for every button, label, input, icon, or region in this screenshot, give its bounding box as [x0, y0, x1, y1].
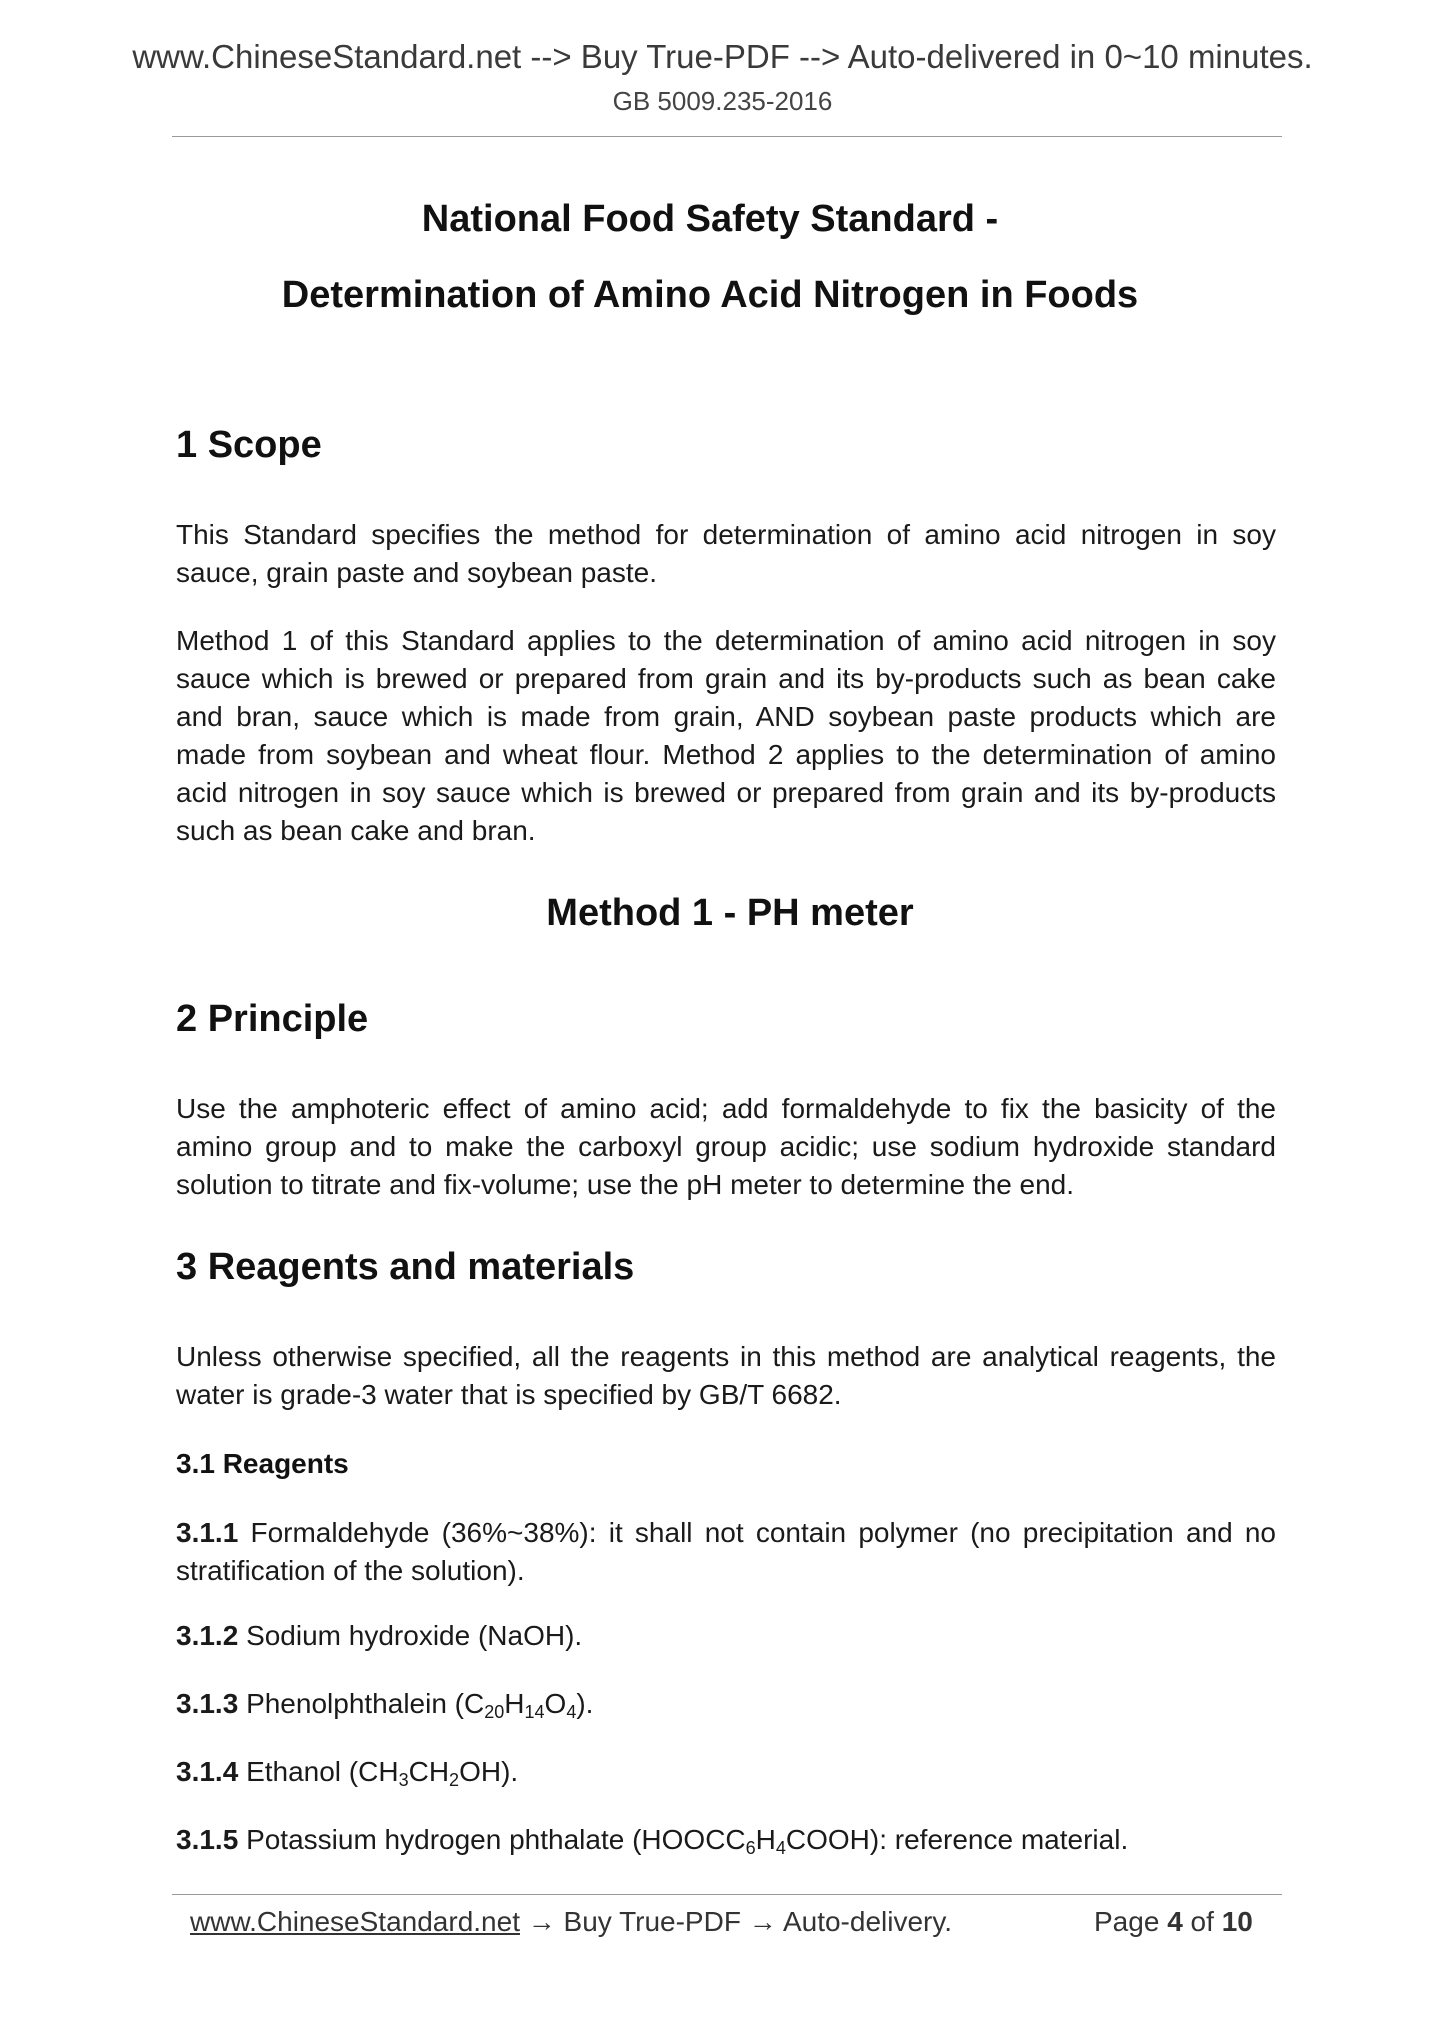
page-label: Page [1094, 1906, 1160, 1937]
reagent-item-number: 3.1.1 [176, 1517, 239, 1548]
section-heading-scope: 1 Scope [176, 424, 322, 466]
reagent-item-number: 3.1.2 [176, 1620, 239, 1651]
footer-site-link[interactable]: www.ChineseStandard.net [190, 1906, 520, 1937]
scope-paragraph-2: Method 1 of this Standard applies to the determination of amino acid nitrogen in soy sauce which is brewed or prepared from grain and its by-products such as bean cake and bran, sauce which is made from grain, AND soybean paste products which are made from soybean and wheat flour. Method 2 applies to the determination of amino acid nitrogen in soy sauce which is brewed or prepared from grain and its by-products such as bean cake and bran. [176, 625, 1276, 846]
subsection-heading-reagents: 3.1 Reagents [176, 1448, 349, 1479]
header-link-text[interactable]: www.ChineseStandard.net --> Buy True-PDF --> Auto-delivered in 0~10 minutes. [132, 38, 1313, 75]
arrow-right-icon: → [527, 1906, 556, 1937]
header-divider [172, 136, 1282, 137]
principle-paragraph: Use the amphoteric effect of amino acid; add formaldehyde to fix the basicity of the amino group and to make the carboxyl group acidic; use sodium hydroxide standard solution to titrate and fix-volume; use the pH meter to determine the end. [176, 1093, 1276, 1200]
reagent-item [176, 1824, 1128, 1856]
footer-auto-text: Auto-delivery. [782, 1906, 953, 1937]
arrow-right-icon: → [748, 1906, 777, 1937]
method1-heading: Method 1 - PH meter [546, 892, 914, 934]
reagent-item-number: 3.1.5 [176, 1824, 239, 1855]
reagent-item [176, 1620, 582, 1652]
footer-buy-text: Buy True-PDF [563, 1906, 741, 1937]
reagent-item [176, 1688, 593, 1720]
reagent-item-text: Potassium hydrogen phthalate $(HOOCC_6H_4COOH)$: reference material. [246, 1824, 1129, 1858]
footer-links [190, 1906, 952, 1938]
page-total: 10 [1221, 1906, 1253, 1937]
section-heading-reagents: 3 Reagents and materials [176, 1246, 635, 1288]
page-number: 4 [1167, 1906, 1183, 1937]
reagent-item [176, 1514, 1276, 1590]
standard-number: GB 5009.235-2016 [612, 86, 833, 116]
page-of-label: of [1190, 1906, 1214, 1937]
reagent-item-text: Ethanol $(CH_3CH_2OH)$. [246, 1756, 519, 1790]
page-title-line1: National Food Safety Standard - [421, 198, 999, 240]
reagent-item [176, 1756, 518, 1788]
section-heading-principle: 2 Principle [176, 998, 369, 1040]
reagents-paragraph: Unless otherwise specified, all the reagents in this method are analytical reagents, the water is grade-3 water that is specified by GB/T 6682. [176, 1341, 1276, 1410]
page-title-line2: Determination of Amino Acid Nitrogen in Foods [281, 274, 1139, 316]
reagent-item-text: Phenolphthalein $(C_{20}H_{14}O_4)$. [246, 1688, 594, 1722]
scope-paragraph-1: This Standard specifies the method for determination of amino acid nitrogen in soy sauce, grain paste and soybean paste. [176, 519, 1276, 588]
reagent-item-text: Sodium hydroxide (NaOH). [246, 1620, 583, 1651]
page-indicator [1094, 1906, 1253, 1938]
reagent-item-number: 3.1.4 [176, 1756, 239, 1787]
reagent-item-text: Formaldehyde (36%~38%): it shall not contain polymer (no precipitation and no stratification of the solution). [176, 1517, 1277, 1586]
footer-divider [172, 1894, 1282, 1895]
reagent-item-number: 3.1.3 [176, 1688, 239, 1719]
